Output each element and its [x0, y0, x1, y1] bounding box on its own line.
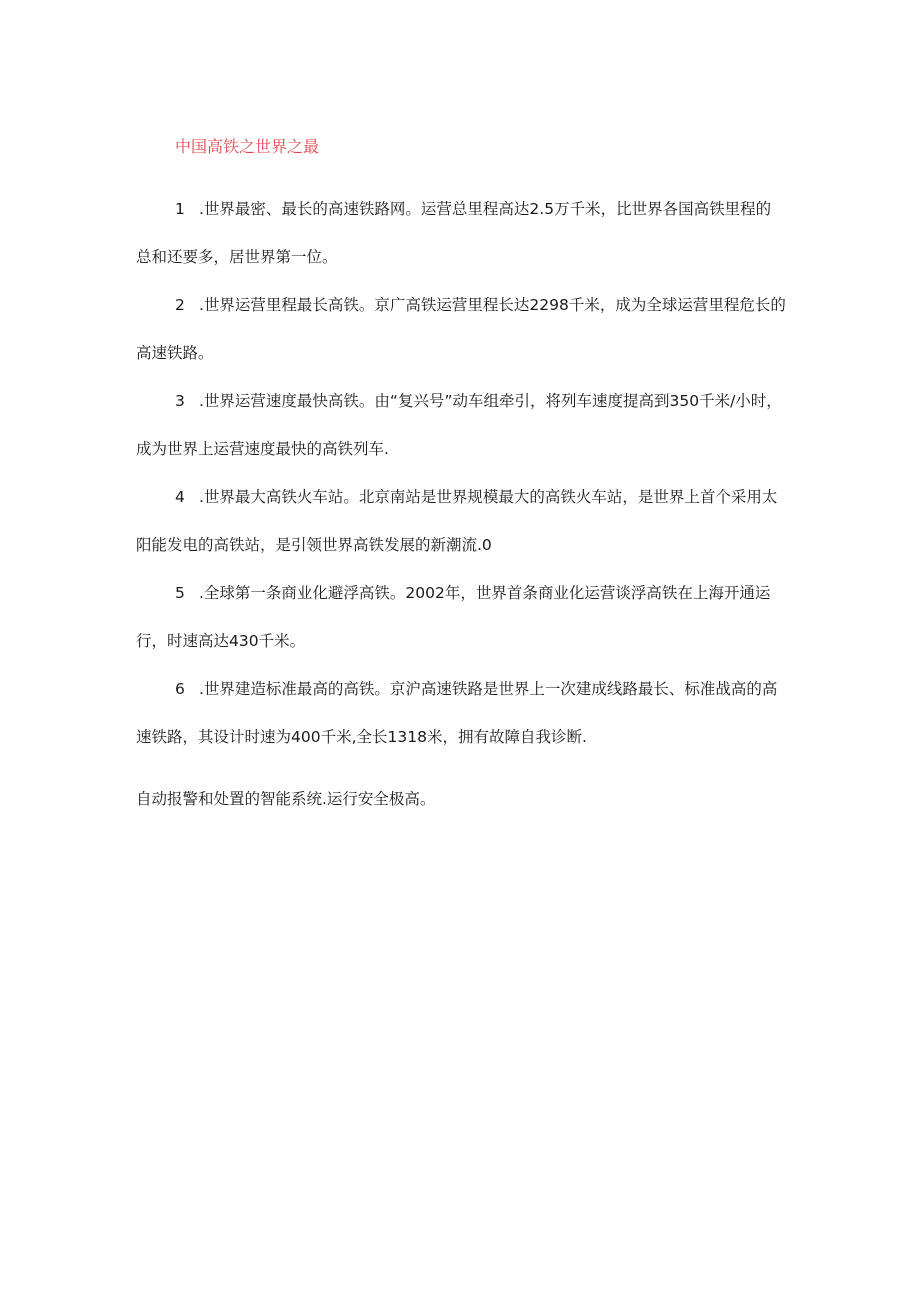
item-text: .世界运营速度最快高铁。由“复兴号”动车组牵引，将列车速度提高到350千米/小时，成为世界上运营速度最快的高铁列车. — [136, 392, 782, 458]
item-number: 3 — [175, 392, 185, 410]
closing-line: 自动报警和处置的智能系统.运行安全极高。 — [136, 790, 436, 808]
document-title: 中国高铁之世界之最 — [175, 137, 320, 156]
item-text: .世界建造标准最高的高铁。京沪高速铁路是世界上一次建成线路最长、标准战高的高速铁路，其设计时速为400千米,全长1318米，拥有故障自我诊断. — [136, 680, 778, 746]
list-item-4 — [136, 473, 786, 569]
item-number: 4 — [175, 488, 185, 506]
item-number: 6 — [175, 680, 185, 698]
list-item-3 — [136, 377, 786, 473]
item-number: 5 — [175, 584, 185, 602]
item-text: .世界运营里程最长高铁。京广高铁运营里程长达2298千米，成为全球运营里程危长的高速铁路。 — [136, 296, 786, 362]
list-item-2 — [136, 281, 786, 377]
item-text: .世界最大高铁火车站。北京南站是世界规模最大的高铁火车站，是世界上首个采用太阳能发电的高铁站，是引领世界高铁发展的新潮流.0 — [136, 488, 778, 554]
item-number: 1 — [175, 200, 185, 218]
item-text: .全球第一条商业化避浮高铁。2002年，世界首条商业化运营谈浮高铁在上海开通运行，时速高达430千米。 — [136, 584, 771, 650]
list-item-6 — [136, 665, 786, 761]
item-text: .世界最密、最长的高速铁路网。运营总里程高达2.5万千米，比世界各国高铁里程的总和还要多，居世界第一位。 — [136, 200, 772, 266]
item-number: 2 — [175, 296, 185, 314]
list-item-5 — [136, 569, 786, 665]
list-item-1 — [136, 185, 786, 281]
